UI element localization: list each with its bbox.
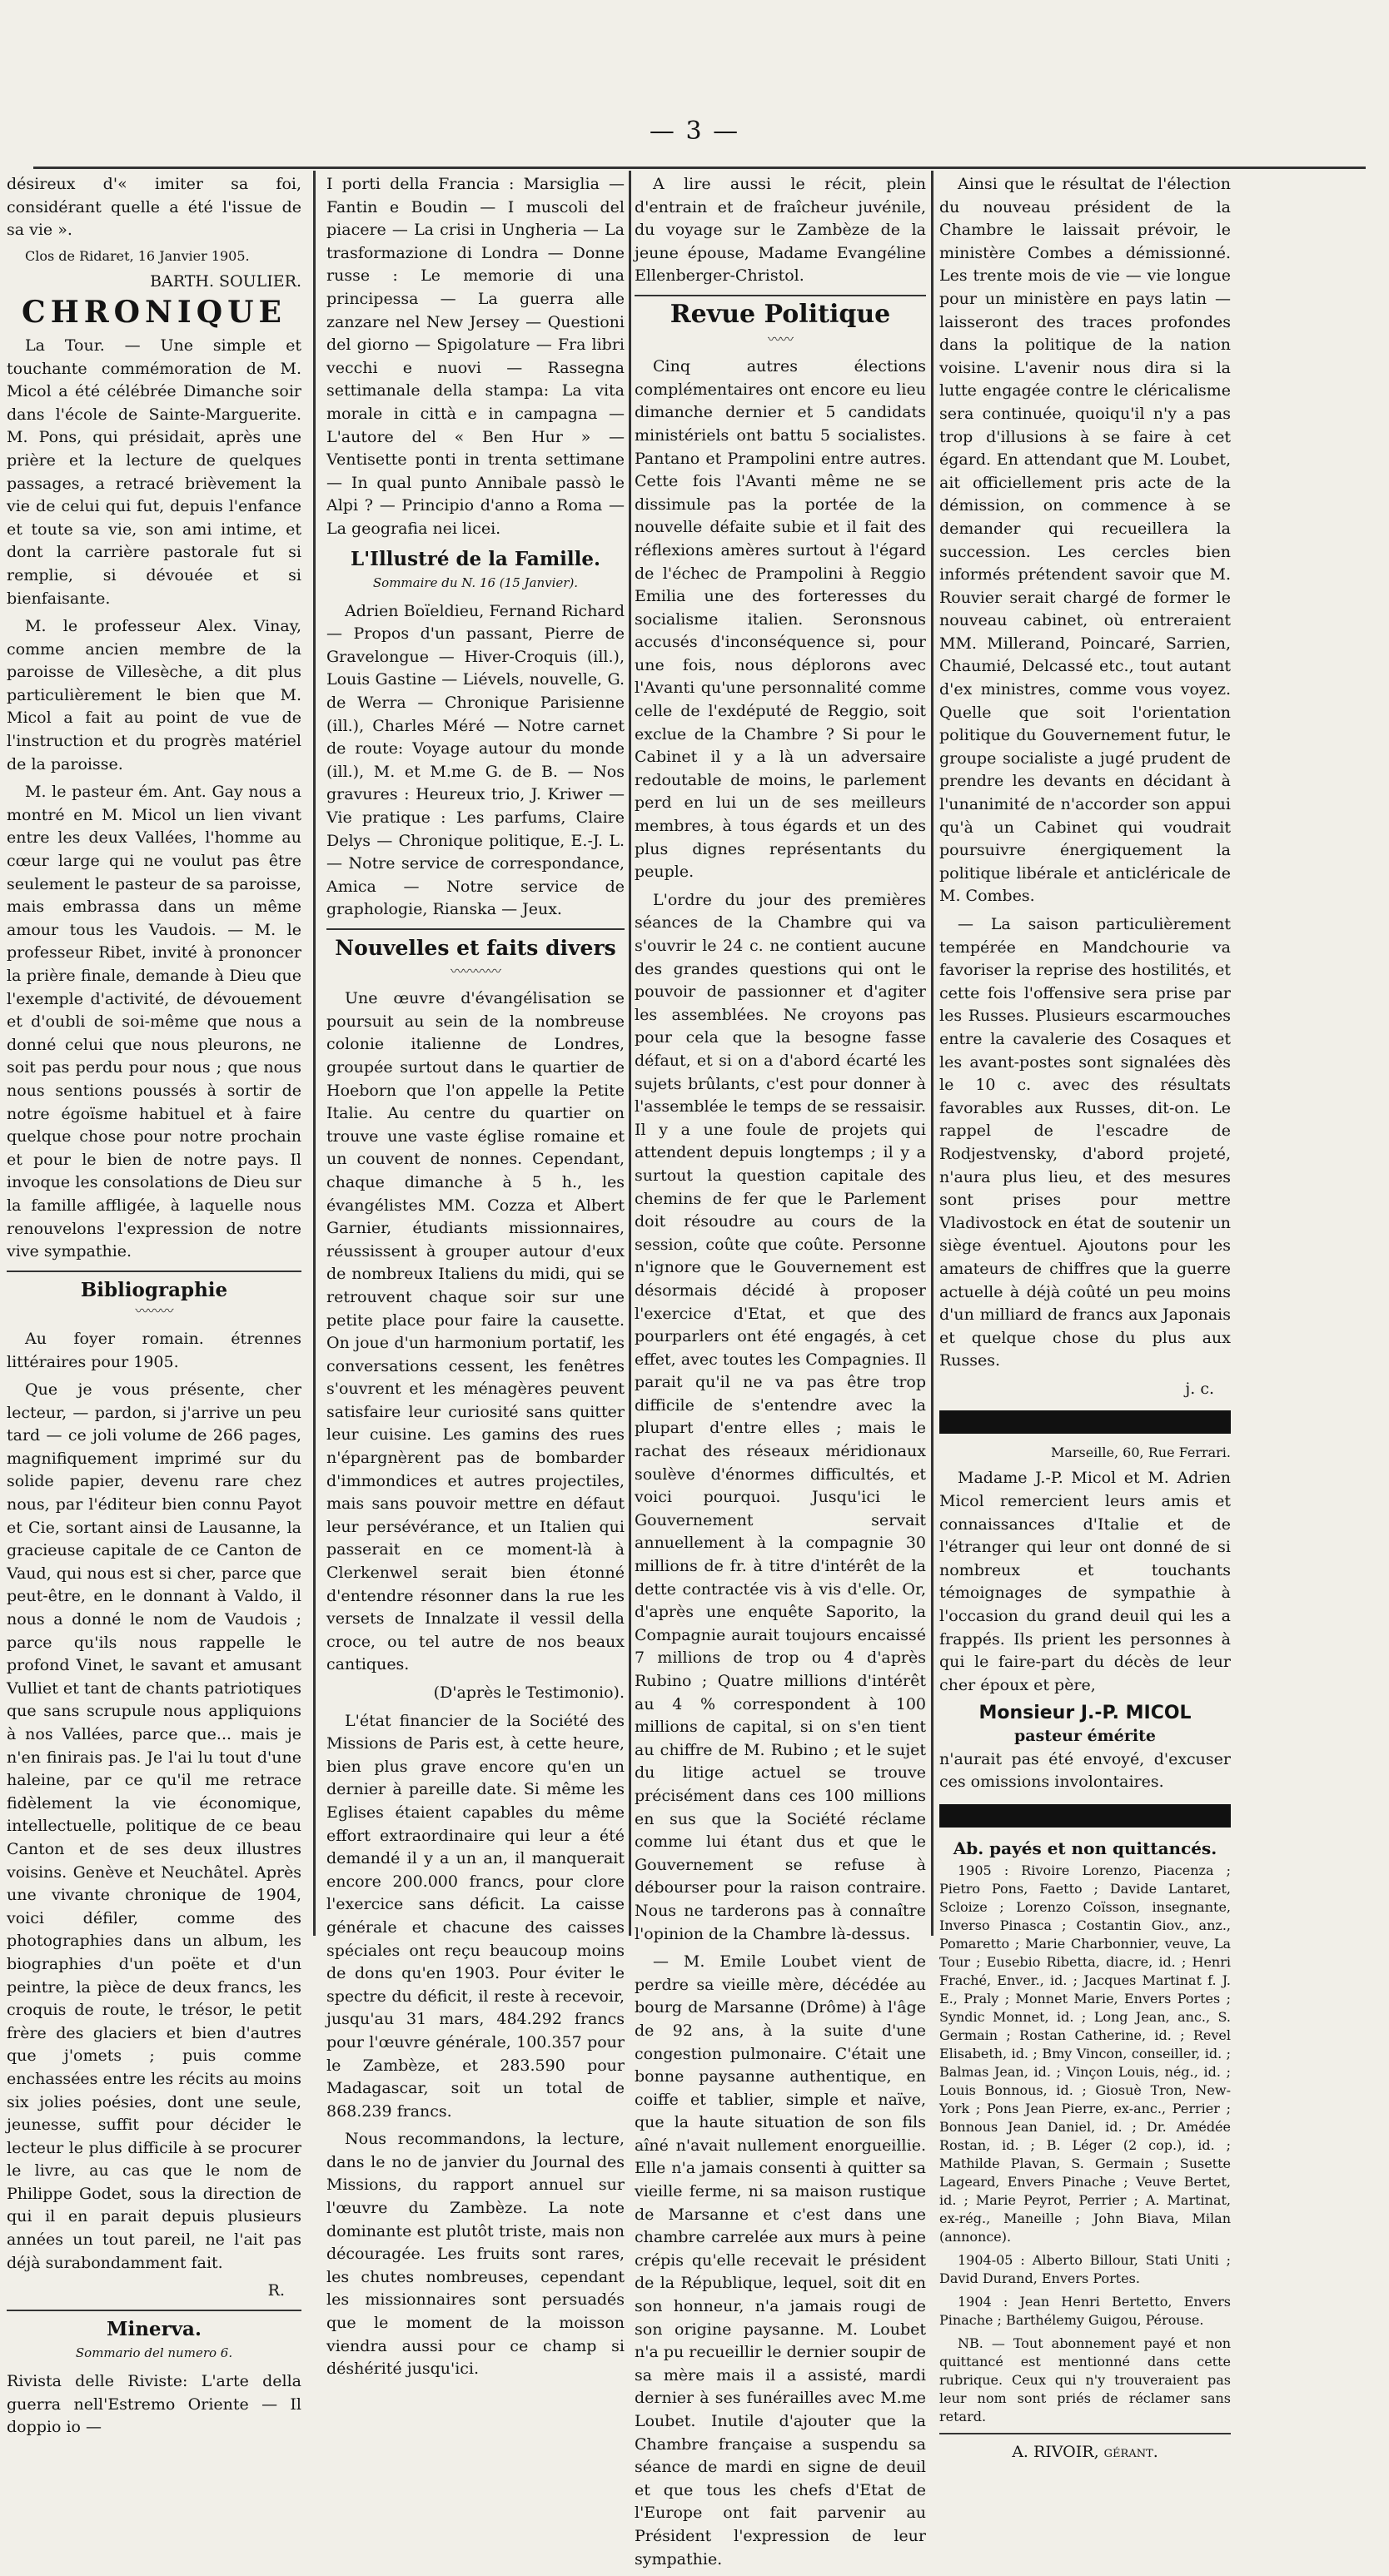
page-number: — 3 — — [649, 117, 740, 146]
nouvelles-source: (D'après le Testimonio). — [433, 1683, 625, 1702]
notice-deceased-name: Monsieur J.-P. MICOL — [978, 1703, 1192, 1724]
column-divider — [313, 171, 316, 1936]
revue-politique-heading: Revue Politique — [670, 299, 891, 329]
column-3 — [635, 173, 926, 2576]
nouvelles-paragraph: Nous recommandons, la lecture, dans le no de janvier du Journal des Missions, du rapport annuel sur l'œuvre du Zambèze. La note dominante est plutôt triste, mais non découragée. Les fruits sont rares, les chutes nombreuses, cependant les missionnaires sont persuadés que le moment de la moisson viendra aussi pour ce champ si déshérité jusqu'ici. — [326, 2130, 625, 2379]
mourning-bar — [939, 1410, 1231, 1434]
section-rule — [635, 295, 926, 296]
notice-paragraph: n'aurait pas été envoyé, d'excuser ces omissions involontaires. — [939, 1749, 1231, 1792]
abonnements-list: 1905 : Rivoire Lorenzo, Piacenza ; Pietro Pons, Faetto ; Davide Lantaret, Scloize ; Lorenzo Coïsson, insegnante, Inverso Pinasca ; Costantin Giov., anz., Pomaretto ; Marie Charbonnier, veuve, La Tour ; Eusebio Ribetta, diacre, id. ; Henri Fraché, Enver., id. ; Jacques Martinat f. J. E., Praly ; Monnet Marie, Envers Portes ; Syndic Monnet, id. ; Long Jean, anc., S. Germain ; Rostan Catherine, id. ; Revel Elisabeth, id. ; Bmy Vincon, conseiller, id. ; Balmas Jean, id. ; Vinçon Louis, nég., id. ; Louis Bonnous, id. ; Giosuè Tron, New-York ; Pons Jean Pierre, ex-anc., Perrier ; Bonnous Jean Daniel, id. ; Dr. Amédée Rostan, id. ; B. Léger (2 cop.), id. ; Mathilde Plavan, S. Germain ; Susette Lageard, Envers Pinache ; Veuve Bertet, id. ; Marie Peyrot, Perrier ; A. Martinat, ex-rég., Maneille ; John Biava, Milan (annonce). — [939, 1862, 1231, 2245]
column-divider — [931, 171, 933, 1936]
column-2 — [326, 173, 625, 2386]
notice-paragraph: Madame J.-P. Micol et M. Adrien Micol remercient leurs amis et connaissances d'Italie et de l'étranger qui leur ont donné de si nombreux et touchants témoignages de sympathie à l'occasion du grand deuil qui les a frappés. Ils prient les personnes à qui le faire-part du décès de leur cher époux et père, — [939, 1469, 1231, 1694]
minerva-heading: Minerva. — [107, 2317, 202, 2340]
header-rule — [33, 167, 1366, 169]
abonnements-list: 1904 : Jean Henri Bertetto, Envers Pinache ; Barthélemy Guigou, Pérouse. — [939, 2294, 1231, 2329]
ornament-divider: 〰〰 — [767, 331, 793, 347]
abonnements-note: NB. — Tout abonnement payé et non quittancé est mentionné dans cette rubrique. Ceux qui n'y trouveraient pas leur nom sont priés de réclamer sans retard. — [939, 2335, 1231, 2425]
illustre-paragraph: Adrien Boïeldieu, Fernand Richard — Propos d'un passant, Pierre de Gravelongue — Hiver-Croquis (ill.), Louis Gastine — Liévels, nouvelle, G. de Werra — Chronique Parisienne (ill.), Charles Méré — Notre carnet de route: Voyage autour du monde (ill.), M. et M.me G. de B. — Nos gravures : Heureux trio, J. Kriwer — Vie pratique : Les parfums, Claire Delys — Chronique politique, E.-J. L. — Notre service de correspondance, Amica — Notre service de graphologie, Rianska — Jeux. — [326, 601, 625, 919]
notice-address: Marseille, 60, Rue Ferrari. — [1050, 1445, 1231, 1461]
nouvelles-paragraph: Une œuvre d'évangélisation se poursuit au sein de la nombreuse colonie italienne de Londres, groupée surtout dans le quartier de Hoeborn que l'on appelle la Petite Italie. Au centre du quartier on trouve une vaste église romaine et un couvent de nonnes. Cependant, chaque dimanche à 5 h., les évangélistes MM. Cozza et Albert Garnier, étudiants missionnaires, réussissent à grouper autour d'eux de nombreux Italiens du midi, qui se retrouvent chaque soir sur une petite place pour faire la causette. On joue d'un harmonium portatif, les conversations cessent, les fenêtres s'ouvrent et les ménagères peuvent satisfaire leur curiosité sans quitter leur cuisine. Les gamins des rues n'épargnèrent pas de bombarder d'immondices et autres projectiles, mais sans pouvoir mettre en défaut leur persévérance, et un Italien qui passerait en ce moment-là à Clerkenwel serait bien étonné d'entendre résonner dans la rue les versets de Innalzate il vessil della croce, ou tel autre de nos beaux cantiques. — [326, 989, 625, 1674]
dateline: Clos de Ridaret, 16 Janvier 1905. — [25, 247, 250, 264]
minerva-subtitle: Sommario del numero 6. — [75, 2345, 233, 2361]
illustre-heading: L'Illustré de la Famille. — [350, 547, 601, 570]
chronique-heading: CHRONIQUE — [22, 295, 286, 331]
column-4 — [939, 173, 1231, 2464]
gerant-signature: A. RIVOIR, gérant. — [1012, 2443, 1158, 2462]
revue-paragraph: — M. Emile Loubet vient de perdre sa vieille mère, décédée au bourg de Marsanne (Drôme) à l'âge de 92 ans, à la suite d'une congestion pulmonaire. C'était une bonne paysanne authentique, en coiffe et tablier, simple et naïve, que la haute situation de son fils aîné n'avait nullement enorgueillie. Elle n'a jamais consenti à quitter sa vieille ferme, ni sa maison rustique de Marsanne et c'est dans une chambre carrelée aux murs à peine crépis qu'elle recevait le président de la République, lequel, soit dit en son honneur, n'a jamais rougi de son origine paysanne. M. Loubet n'a pu recueillir le dernier soupir de sa mère mais il a assisté, mardi dernier à ses funérailles avec M.me Loubet. Inutile d'ajouter que la Chambre française a suspendu sa séance de mardi en signe de deuil et que tous les chefs d'Etat de l'Europe ont fait parvenir au Président l'expression de leur sympathie. — [635, 1952, 926, 2569]
chronique-paragraph: La Tour. — Une simple et touchante commémoration de M. Micol a été célébrée Dimanche soir dans l'école de Sainte-Marguerite. M. Pons, qui présidait, après une prière et la lecture de quelques passages, a retracé brièvement la vie de celui qui fut, depuis l'enfance et toute sa vie, son ami intime, et dont la carrière pastorale fut si remplie, si dévouée et si bienfaisante. — [7, 336, 301, 608]
column-divider — [629, 171, 631, 1936]
letter-ending: désireux d'« imiter sa foi, considérant quelle a été l'issue de sa vie ». — [7, 175, 301, 240]
biblio-signature: R. — [267, 2281, 285, 2300]
section-rule — [939, 2433, 1231, 2434]
revue-signature: j. c. — [1185, 1379, 1214, 1398]
letter-signature: BARTH. SOULIER. — [150, 271, 301, 291]
notice-deceased-title: pasteur émérite — [1014, 1727, 1156, 1745]
abonnements-heading: Ab. payés et non quittancés. — [953, 1838, 1217, 1858]
column-1 — [7, 173, 301, 2444]
biblio-title: Au foyer romain. étrennes littéraires pour 1905. — [7, 1329, 301, 1371]
revue-paragraph: L'ordre du jour des premières séances de la Chambre qui va s'ouvrir le 24 c. ne contient aucune des grandes questions qui ont le pouvoir de passionner et d'agiter les assemblées. Ne croyons pas pour cela que la besogne fasse défaut, et si on a d'abord écarté les sujets brûlants, c'est pour donner à l'assemblée le temps de se ressaisir. Il y a une foule de projets qui attendent depuis longtemps ; il y a surtout la question capitale des chemins de fer que le Parlement doit résoudre au cours de la session, coûte que coûte. Personne n'ignore que le Gouvernement est désormais décidé à proposer l'exercice d'Etat, et que des pourparlers ont été engagés, à cet effet, avec toutes les Compagnies. Il parait qu'il ne va pas être trop difficile de s'entendre avec la plupart d'entre elles ; mais le rachat des réseaux méridionaux soulève d'énormes difficultés, et voici pourquoi. Jusqu'ici le Gouvernement servait annuellement à la compagnie 30 millions de fr. à titre d'intérêt de la dette contractée vis à vis d'elle. Or, d'après une enquête Saporito, la Compagnie aurait toujours encaissé 7 millions de trop ou 4 d'après Rubino ; Quatre millions d'intérêt au 4 % correspondent à 100 millions de capital, si on s'en tient au chiffre de M. Rubino ; et le sujet du litige actuel se trouve précisément dans ces 100 millions en sus que la Société réclame comme lui étant dus et que le Gouvernement se refuse à débourser pour la raison contraire. Nous ne tarderons pas à connaître l'opinion de la Chambre là-dessus. — [635, 890, 926, 1943]
abonnements-list: 1904-05 : Alberto Billour, Stati Uniti ; David Durand, Envers Portes. — [939, 2252, 1231, 2287]
nouvelles-heading: Nouvelles et faits divers — [335, 936, 616, 960]
section-rule — [7, 1271, 301, 1272]
revue-paragraph: Ainsi que le résultat de l'élection du nouveau président de la Chambre le laissait prévoir, le ministère Combes a démissionné. Les trente mois de vie — vie longue pour un ministère en pays latin — laisseront des traces profondes dans la politique de la nation voisine. L'avenir nous dira si la lutte engagée contre le cléricalisme sera continuée, quoiqu'il n'y a pas trop d'illusions à se faire à cet égard. En attendant que M. Loubet, ait officiellement pris acte de la démission, on commence à se demander qui recueillera la succession. Les cercles bien informés prétendent savoir que M. Rouvier serait chargé de former le nouveau cabinet, où entreraient MM. Millerand, Poincaré, Sarrien, Chaumié, Delcassé etc., tout autant d'ex ministres, comme vous voyez. Quelle que soit l'orientation politique du Gouvernement futur, le groupe socialiste a jugé prudent de prendre les devants en décidant à l'unanimité de n'accorder son appui qu'à un Cabinet qui voudrait poursuivre énergiquement la politique libérale et anticléricale de M. Combes. — [939, 175, 1231, 906]
ornament-divider: 〰〰〰〰 — [450, 962, 500, 979]
minerva-continued: I porti della Francia : Marsiglia — Fantin e Boudin — I muscoli del piacere — La crisi in Ungheria — La trasformazione di Londra — Donne russe : Le memorie di una principessa — La guerra alle zanzare nel New Jersey — Questioni del giorno — Spigolature — Fra libri vecchi e nuovi — Rassegna settimanale della stampa: La vita morale in città e in campagna — L'autore del « Ben Hur » — Ventisette ponti in trenta settimane — In qual punto Annibale passò le Alpi ? — Principio d'anno a Roma — La geografia nei licei. — [326, 175, 625, 538]
ornament-divider: 〰〰〰 — [135, 1303, 173, 1320]
revue-paragraph: — La saison particulièrement tempérée en Mandchourie va favoriser la reprise des hostilités, et cette fois l'offensive sera prise par les Russes. Plusieurs escarmouches entre la cavalerie des Cosaques et les avant-postes sont signalées dès le 10 c. avec des résultats favorables aux Russes, dit-on. Le rappel de l'escadre de Rodjestvensky, d'abord projeté, n'aura plus lieu, et des mesures sont prises pour mettre Vladivostock en état de soutenir un siège éventuel. Ajoutons pour les amateurs de chiffres que la guerre actuelle à déjà coûté un peu moins d'un milliard de francs aux Japonais et quelque chose du plus aux Russes. — [939, 915, 1231, 1370]
section-rule — [326, 928, 625, 930]
mourning-bar — [939, 1804, 1231, 1828]
section-rule — [7, 2310, 301, 2311]
illustre-subtitle: Sommaire du N. 16 (15 Janvier). — [372, 575, 579, 591]
bibliographie-heading: Bibliographie — [80, 1278, 228, 1301]
missions-paragraph: A lire aussi le récit, plein d'entrain et de fraîcheur juvénile, du voyage sur le Zambèze de la jeune épouse, Madame Evangéline Ellenberger-Christol. — [635, 175, 926, 286]
revue-paragraph: Cinq autres élections complémentaires ont encore eu lieu dimanche dernier et 5 candidats ministériels ont battu 5 socialistes. Pantano et Prampolini entre autres. Cette fois l'Avanti même ne se dissimule pas la portée de la nouvelle défaite subie et il fait des réflexions amères surtout à l'égard de l'échec de Prampolini à Reggio Emilia une des forteresses du socialisme italien. Seronsnous accusés d'inconséquence si, pour une fois, nous déplorons avec l'Avanti qu'une personnalité comme celle de l'exdéputé de Reggio, soit exclue de la Chambre ? Si pour le Cabinet il y a là un adversaire redoutable de moins, le parlement perd en lui un de ses meilleurs membres, à tous égards et un des plus dignes représentants du peuple. — [635, 357, 926, 882]
chronique-paragraph: M. le professeur Alex. Vinay, comme ancien membre de la paroisse de Villesèche, a dit plus particulièrement le bien que M. Micol a fait au point de vue de l'instruction et du progrès matériel de la paroisse. — [7, 617, 301, 773]
nouvelles-paragraph: L'état financier de la Société des Missions de Paris est, à cette heure, bien plus grave encore qu'en un dernier à pareille date. Si même les Eglises étaient capables du même effort extraordinaire qui leur a été demandé il y a un an, il manquerait encore 200.000 francs, pour clore l'exercice sans déficit. La caisse générale et chacune des caisses spéciales ont reçu beaucoup moins de dons qu'en 1903. Pour éviter le spectre du déficit, il reste à recevoir, jusqu'au 31 mars, 484.292 francs pour l'œuvre générale, 100.357 pour le Zambèze, et 283.590 pour Madagascar, soit un total de 868.239 francs. — [326, 1711, 625, 2121]
chronique-paragraph: M. le pasteur ém. Ant. Gay nous a montré en M. Micol un lien vivant entre les deux Vallées, l'homme au cœur large qui ne voulut pas être seulement le pasteur de sa paroisse, mais embrassa dans un même amour tous les Vaudois. — M. le professeur Ribet, invité à prononcer la prière finale, demande à Dieu que l'exemple d'activité, de dévouement et d'oubli de soi-même que nous a donné celui que nous pleurons, ne soit pas perdu pour nous ; que nous nous sentions poussés à sortir de notre égoïsme habituel et à faire quelque chose pour notre prochain et pour le bien de notre pays. Il invoque les consolations de Dieu sur la famille affligée, à laquelle nous renouvelons l'expression de notre vive sympathie. — [7, 783, 301, 1261]
biblio-paragraph: Que je vous présente, cher lecteur, — pardon, si j'arrive un peu tard — ce joli volume de 266 pages, magnifiquement imprimé sur du solide papier, devenu rare chez nous, par l'éditeur bien connu Payot et Cie, sortant ainsi de Lausanne, la gracieuse capitale de ce Canton de Vaud, qui nous est si cher, parce que peut-être, en le donnant à Valdo, il nous a donné le nom de Vaudois ; parce qu'ils nous rappelle le profond Vinet, le savant et amusant Vulliet et tant de chants patriotiques que sans scrupule nous appliquions à nos Vallées, parce que... mais je n'en finirais pas. Je l'ai lu tout d'une haleine, par ce qu'il me retrace fidèlement la vie économique, intellectuelle, politique de ce beau Canton et de ses deux illustres voisins. Genève et Neuchâtel. Après une vivante chronique de 1904, voici défiler, comme des photographies dans un album, les biographies d'un poëte et d'un peintre, la pièce de deux francs, les croquis de route, le trésor, le petit frère des glaciers et bien d'autres que j'omets ; puis comme enchassées entre les récits au moins six jolies poésies, dont une seule, jeunesse, suffit pour décider le lecteur le plus difficile à se procurer le livre, au cas que le nom de Philippe Godet, sous la direction de qui il en parait depuis plusieurs années un tout pareil, ne l'ait pas déjà surabondamment fait. — [7, 1380, 301, 2272]
minerva-paragraph: Rivista delle Riviste: L'arte della guerra nell'Estremo Oriente — Il doppio io — — [7, 2372, 301, 2437]
